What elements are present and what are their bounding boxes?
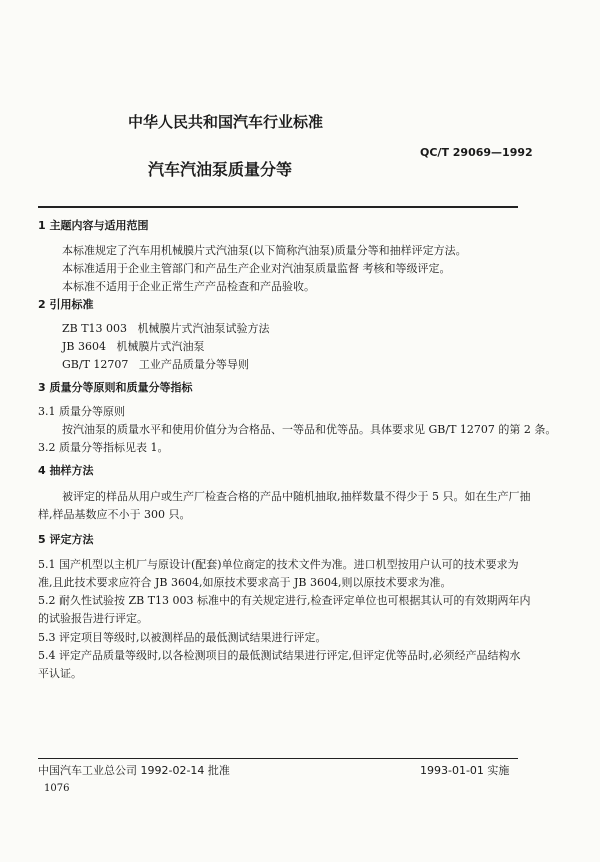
section-4-heading: 4 抽样方法 (38, 464, 94, 477)
paragraph-line: 平认证。 (38, 667, 82, 680)
reference-code: ZB T13 003 (62, 322, 128, 335)
effective-date: 1993-01-01 实施 (420, 764, 510, 777)
section-3-heading: 3 质量分等原则和质量分等指标 (38, 381, 193, 394)
section-1-heading: 1 主题内容与适用范围 (38, 219, 149, 232)
reference-code: GB/T 12707 (62, 358, 129, 371)
paragraph-line: 本标准不适用于企业正常生产产品检查和产品验收。 (62, 280, 315, 293)
page-number: 1076 (44, 783, 70, 794)
paragraph-line: 准,且此技术要求应符合 JB 3604,如原技术要求高于 JB 3604,则以原技术要求为准。 (38, 576, 452, 589)
paragraph-line: 5.2 耐久性试验按 ZB T13 003 标准中的有关规定进行,检查评定单位也可根据其认可的有效期两年内 (38, 594, 531, 607)
header-divider (38, 206, 518, 208)
reference-title: 工业产品质量分等导则 (138, 358, 249, 371)
section-5-heading: 5 评定方法 (38, 533, 94, 546)
clause-3-1-text: 按汽油泵的质量水平和使用价值分为合格品、一等品和优等品。具体要求见 GB/T 12707 的第 2 条。 (62, 423, 557, 436)
paragraph-line: 本标准规定了汽车用机械膜片式汽油泵(以下简称汽油泵)质量分等和抽样评定方法。 (62, 244, 467, 257)
reference-title: 机械膜片式汽油泵 (116, 340, 205, 353)
reference-title: 机械膜片式汽油泵试验方法 (137, 322, 270, 335)
paragraph-line: 的试验报告进行评定。 (38, 612, 148, 625)
footer-divider (38, 758, 518, 759)
paragraph-line: 5.4 评定产品质量等级时,以各检测项目的最低测试结果进行评定,但评定优等品时,必须经产品结构水 (38, 649, 521, 662)
paragraph-line: 被评定的样品从用户或生产厂检查合格的产品中随机抽取,抽样数量不得少于 5 只。如在生产厂抽 (62, 490, 531, 503)
paragraph-line: 5.3 评定项目等级时,以被测样品的最低测试结果进行评定。 (38, 631, 327, 644)
industry-title: 中华人民共和国汽车行业标准 (128, 113, 324, 131)
paragraph-line: 样,样品基数应不小于 300 只。 (38, 508, 191, 521)
document-title: 汽车汽油泵质量分等 (148, 160, 293, 179)
clause-3-2: 3.2 质量分等指标见表 1。 (38, 441, 169, 454)
reference-item (62, 322, 270, 336)
paragraph-line: 5.1 国产机型以主机厂与原设计(配套)单位商定的技术文件为准。进口机型按用户认可的技术要求为 (38, 558, 519, 571)
reference-item (62, 358, 249, 372)
reference-item (62, 340, 204, 354)
standard-code: QC/T 29069—1992 (420, 146, 533, 159)
approval-date: 中国汽车工业总公司 1992-02-14 批准 (38, 764, 230, 777)
section-2-heading: 2 引用标准 (38, 298, 94, 311)
reference-code: JB 3604 (62, 340, 106, 353)
paragraph-line: 本标准适用于企业主管部门和产品生产企业对汽油泵质量监督 考核和等级评定。 (62, 262, 451, 275)
clause-3-1-heading: 3.1 质量分等原则 (38, 405, 125, 418)
